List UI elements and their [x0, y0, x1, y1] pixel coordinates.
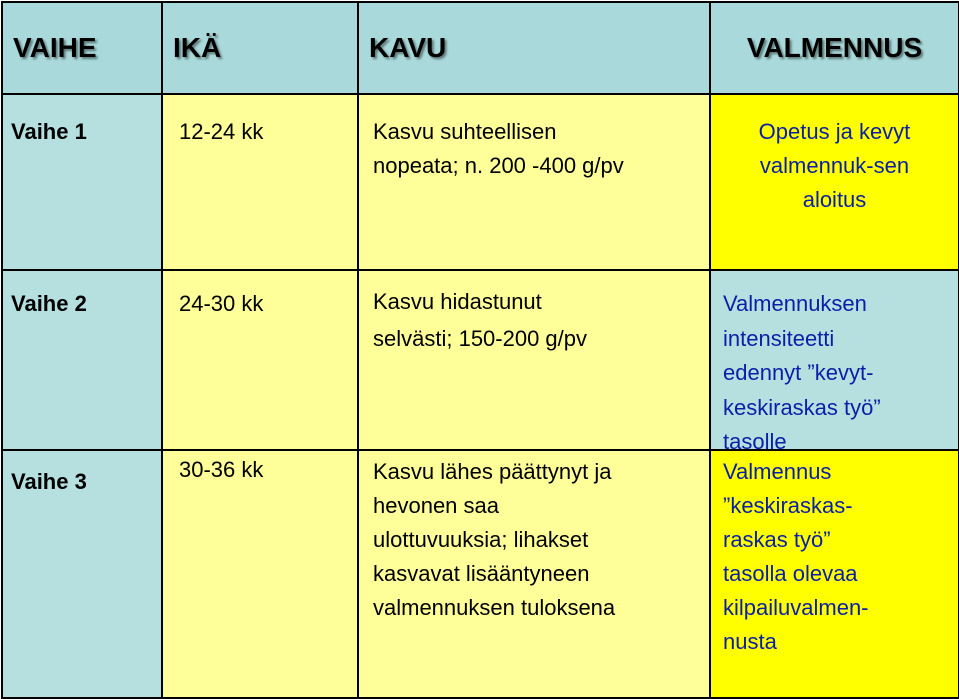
age-value: 24-30 kk: [179, 291, 264, 316]
horse-development-table: [1, 1, 959, 699]
training-line: tasolla olevaa: [723, 561, 858, 586]
training-cell: [710, 94, 959, 270]
phase-cell: [2, 270, 162, 450]
training-line: Valmennuksen: [723, 291, 867, 316]
training-line: Valmennus: [723, 459, 832, 484]
header-age: IKÄ: [162, 2, 358, 94]
age-value: 12-24 kk: [179, 119, 264, 144]
header-training: VALMENNUS: [710, 2, 959, 94]
phase-label: Vaihe 2: [11, 291, 87, 316]
training-line: edennyt ”kevyt-: [723, 360, 874, 385]
table-row: [2, 94, 959, 270]
header-phase: VAIHE: [2, 2, 162, 94]
table-row: [2, 270, 959, 450]
growth-line: kasvavat lisääntyneen: [373, 561, 590, 586]
growth-line: hevonen saa: [373, 493, 499, 518]
training-line: ”keskiraskas-: [723, 493, 853, 518]
growth-line: nopeata; n. 200 -400 g/pv: [373, 153, 624, 178]
training-line: kilpailuvalmen-: [723, 595, 869, 620]
age-cell: [162, 94, 358, 270]
training-line: tasolle: [723, 429, 787, 454]
phase-cell: [2, 94, 162, 270]
training-line: Opetus ja kevyt: [758, 119, 911, 144]
growth-line: Kasvu lähes päättynyt ja: [373, 459, 612, 484]
growth-cell: [358, 450, 710, 698]
phase-cell: [2, 450, 162, 698]
header-row: [2, 2, 959, 94]
growth-line: valmennuksen tuloksena: [373, 595, 616, 620]
phase-label: Vaihe 3: [11, 469, 87, 494]
training-cell: [710, 270, 959, 454]
age-cell: [162, 450, 358, 698]
phase-label: Vaihe 1: [11, 119, 87, 144]
training-line: intensiteetti: [723, 325, 835, 351]
training-line: aloitus: [802, 187, 867, 212]
growth-line: selvästi; 150-200 g/pv: [373, 326, 588, 351]
training-line: nusta: [723, 629, 777, 654]
header-growth: KAVU: [358, 2, 710, 94]
table-row: [2, 450, 959, 698]
growth-line: Kasvu hidastunut: [373, 289, 542, 314]
age-cell: [162, 270, 358, 450]
training-line: raskas työ”: [723, 527, 831, 552]
age-value: 30-36 kk: [179, 457, 264, 482]
growth-line: ulottuvuuksia; lihakset: [373, 527, 589, 552]
growth-line: Kasvu suhteellisen: [373, 119, 557, 144]
training-line: keskiraskas työ”: [723, 394, 881, 420]
training-line: valmennuk-sen: [759, 153, 910, 178]
growth-cell: [358, 94, 710, 270]
growth-cell: [358, 270, 710, 450]
training-cell: [710, 450, 959, 698]
